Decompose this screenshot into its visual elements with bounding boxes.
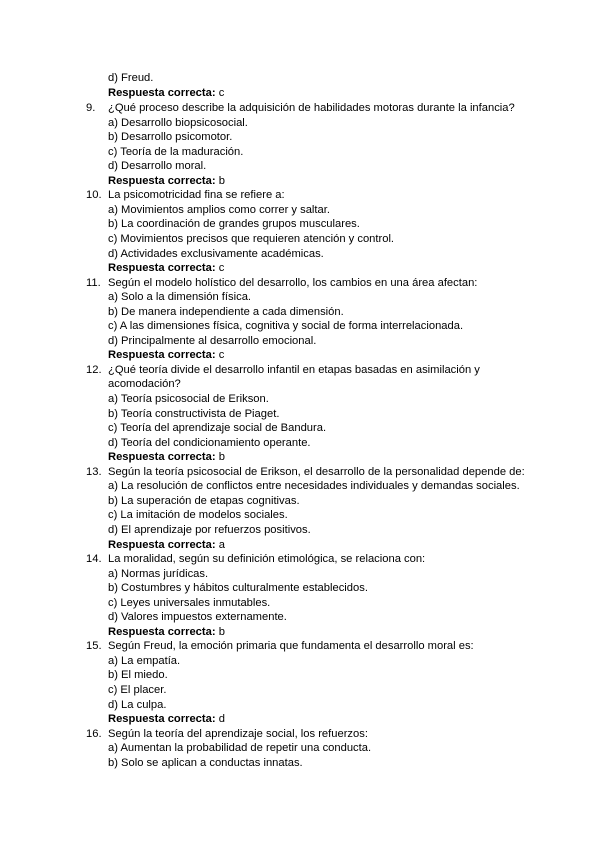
answer-value: c	[218, 262, 225, 275]
option-line: a) Movimientos amplios como correr y saltar.	[108, 203, 330, 216]
question-number: 13.	[86, 465, 102, 478]
option-line: d) Valores impuestos externamente.	[108, 611, 287, 624]
answer-line	[108, 538, 225, 552]
question-text: Según Freud, la emoción primaria que fundamenta el desarrollo moral es:	[108, 640, 474, 653]
option-line: d) La culpa.	[108, 698, 167, 711]
option-line: b) Teoría constructivista de Piaget.	[108, 407, 280, 420]
question-text: Según la teoría del aprendizaje social, los refuerzos:	[108, 727, 368, 740]
option-line: c) La imitación de modelos sociales.	[108, 509, 288, 522]
question-number: 10.	[86, 189, 102, 202]
option-line: c) Movimientos precisos que requieren atención y control.	[108, 232, 395, 245]
option-line: a) La resolución de conflictos entre necesidades individuales y demandas sociales.	[108, 480, 520, 493]
option-line: d) Desarrollo moral.	[108, 160, 207, 173]
answer-label: Respuesta correcta:	[108, 538, 216, 551]
question-text: Según el modelo holístico del desarrollo, los cambios en una área afectan:	[108, 276, 478, 289]
answer-line	[108, 348, 224, 362]
option-line: c) El placer.	[108, 684, 167, 696]
answer-label: Respuesta correcta:	[108, 262, 216, 275]
option-line: d) El aprendizaje por refuerzos positivos.	[108, 523, 311, 536]
question-number: 9.	[86, 102, 96, 114]
question-text: La psicomotricidad fina se refiere a:	[108, 189, 285, 202]
answer-line	[108, 712, 225, 726]
question-text: Según la teoría psicosocial de Erikson, el desarrollo de la personalidad depende de:	[108, 465, 525, 478]
option-line: d) Teoría del condicionamiento operante.	[108, 436, 311, 449]
question-number: 16.	[86, 727, 102, 740]
answer-label: Respuesta correcta:	[108, 451, 216, 464]
answer-label: Respuesta correcta:	[108, 625, 216, 638]
answer-value: b	[218, 451, 225, 464]
option-line: b) Costumbres y hábitos culturalmente establecidos.	[108, 582, 368, 595]
question-number: 11.	[86, 276, 101, 289]
answer-label: Respuesta correcta:	[108, 349, 216, 362]
option-line: b) Desarrollo psicomotor.	[108, 131, 233, 144]
question-number: 15.	[86, 640, 102, 653]
answer-value: c	[218, 87, 225, 99]
option-line: b) El miedo.	[108, 669, 168, 682]
answer-line	[108, 450, 225, 464]
option-line: a) Aumentan la probabilidad de repetir una conducta.	[108, 742, 372, 755]
option-line: a) Solo a la dimensión física.	[108, 291, 252, 304]
answer-value: c	[218, 349, 225, 362]
option-line: c) A las dimensiones física, cognitiva y social de forma interrelacionada.	[108, 320, 464, 333]
answer-line	[108, 174, 225, 188]
answer-line	[108, 625, 225, 639]
question-number: 12.	[86, 363, 102, 376]
option-line: d) Principalmente al desarrollo emocional.	[108, 334, 317, 347]
answer-value: b	[218, 625, 225, 638]
option-line: a) Desarrollo biopsicosocial.	[108, 116, 248, 129]
option-line: b) De manera independiente a cada dimensión.	[108, 305, 344, 318]
question-text: ¿Qué proceso describe la adquisición de habilidades motoras durante la infancia?	[108, 102, 515, 114]
option-line: b) La superación de etapas cognitivas.	[108, 494, 300, 507]
answer-label: Respuesta correcta:	[108, 174, 216, 187]
question-number: 14.	[86, 553, 102, 566]
option-line: c) Teoría del aprendizaje social de Bandura.	[108, 422, 327, 435]
answer-label: Respuesta correcta:	[108, 87, 216, 99]
option-line: a) Teoría psicosocial de Erikson.	[108, 393, 269, 405]
answer-value: a	[218, 538, 225, 551]
option-line: b) Solo se aplican a conductas innatas.	[108, 756, 303, 769]
answer-value: b	[218, 174, 225, 187]
answer-line	[108, 261, 224, 275]
question-text: acomodación?	[108, 378, 181, 391]
question-text: ¿Qué teoría divide el desarrollo infantil en etapas basadas en asimilación y	[108, 363, 480, 376]
answer-label: Respuesta correcta:	[108, 713, 216, 726]
option-line: d) Freud.	[108, 72, 154, 84]
answer-line	[108, 86, 224, 100]
question-text: La moralidad, según su definición etimológica, se relaciona con:	[108, 553, 426, 566]
option-line: d) Actividades exclusivamente académicas.	[108, 247, 324, 260]
option-line: a) Normas jurídicas.	[108, 567, 209, 580]
option-line: b) La coordinación de grandes grupos musculares.	[108, 218, 360, 231]
option-line: a) La empatía.	[108, 654, 181, 667]
answer-value: d	[218, 713, 225, 726]
option-line: c) Leyes universales inmutables.	[108, 596, 271, 609]
option-line: c) Teoría de la maduración.	[108, 145, 244, 158]
